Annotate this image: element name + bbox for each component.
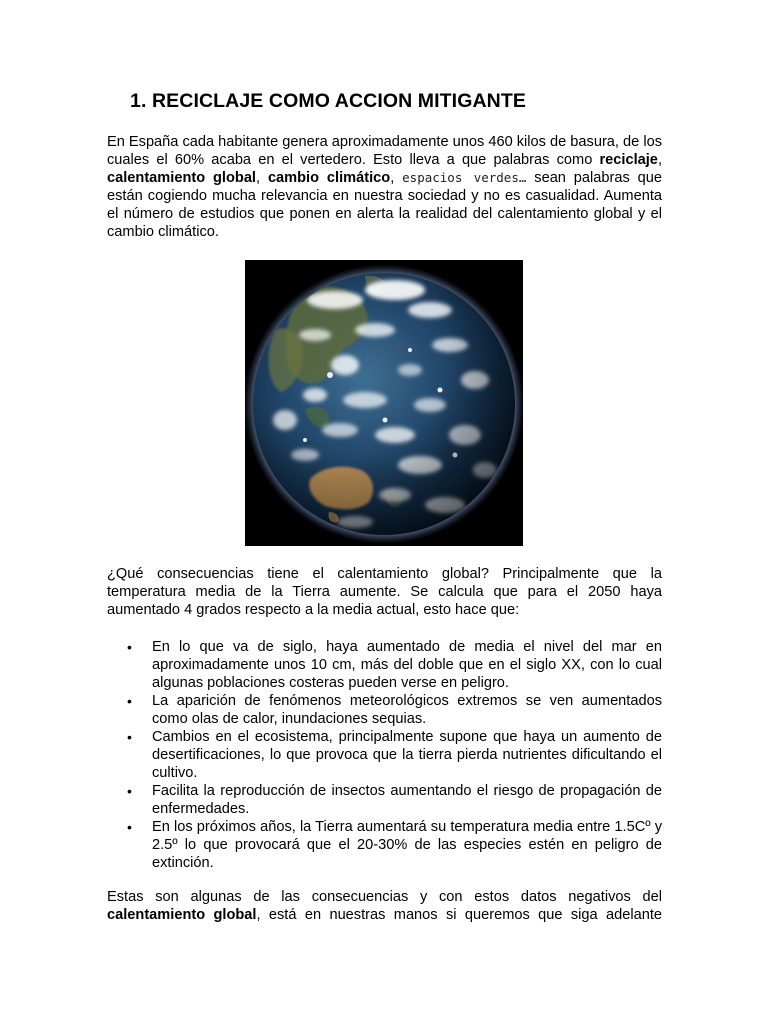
intro-sep-1: , (657, 152, 662, 168)
keyword-calentamiento-global-2: calentamiento global (107, 907, 257, 923)
intro-sep-3: , (390, 170, 403, 186)
list-item (107, 782, 662, 818)
list-item (107, 638, 662, 692)
closing-text-1: Estas son algunas de las consecuencias y con estos datos negativos del (107, 889, 662, 905)
intro-sep-2: , (255, 170, 268, 186)
bullet-icon: • (127, 729, 132, 745)
closing-paragraph (107, 888, 662, 924)
closing-text-2: , está en nuestras manos si queremos que siga adelante (256, 907, 662, 923)
section-title: 1. RECICLAJE COMO ACCION MITIGANTE (130, 90, 526, 112)
list-item (107, 692, 662, 728)
keyword-espacios-verdes: espacios verdes… (402, 170, 527, 185)
keyword-calentamiento-global: calentamiento global (107, 170, 256, 186)
intro-text-2: sean palabras que están cogiendo mucha relevancia en nuestra sociedad y no es casualidad. Aumenta el número de estudios que ponen en alerta la realidad del calentamiento global y el cambio climático. (107, 170, 663, 240)
list-item-text: En los próximos años, la Tierra aumentará su temperatura media entre 1.5Cº y 2.5º lo que provocará que el 20-30% de las especies estén en peligro de extinción. (152, 819, 662, 871)
bullet-icon: • (127, 783, 132, 799)
list-item-text: Cambios en el ecosistema, principalmente supone que haya un aumento de desertificaciones, lo que provoca que la tierra pierda nutrientes dificultando el cultivo. (152, 729, 662, 781)
earth-globe-icon (245, 260, 523, 546)
consequences-list (107, 638, 662, 872)
earth-image (245, 260, 523, 546)
intro-paragraph (107, 133, 662, 241)
bullet-icon: • (127, 639, 132, 655)
list-item (107, 728, 662, 782)
bullet-icon: • (127, 693, 132, 709)
list-item (107, 818, 662, 872)
list-item-text: Facilita la reproducción de insectos aumentando el riesgo de propagación de enfermedades. (152, 783, 662, 817)
intro-text-1: En España cada habitante genera aproximadamente unos 460 kilos de basura, de los cuales el 60% acaba en el vertedero. Esto lleva a que palabras como (107, 134, 662, 168)
list-item-text: La aparición de fenómenos meteorológicos extremos se ven aumentados como olas de calor, inundaciones sequias. (152, 693, 662, 727)
question-paragraph: ¿Qué consecuencias tiene el calentamiento global? Principalmente que la temperatura media de la Tierra aumente. Se calcula que para el 2050 haya aumentado 4 grados respecto a la media actual, esto hace que: (107, 566, 662, 618)
keyword-cambio-climatico: cambio climático (267, 170, 391, 186)
keyword-reciclaje: reciclaje (599, 152, 658, 168)
bullet-icon: • (127, 819, 132, 835)
list-item-text: En lo que va de siglo, haya aumentado de media el nivel del mar en aproximadamente unos 10 cm, más del doble que en el siglo XX, con lo cual algunas poblaciones costeras pueden verse en peligro. (152, 639, 662, 691)
